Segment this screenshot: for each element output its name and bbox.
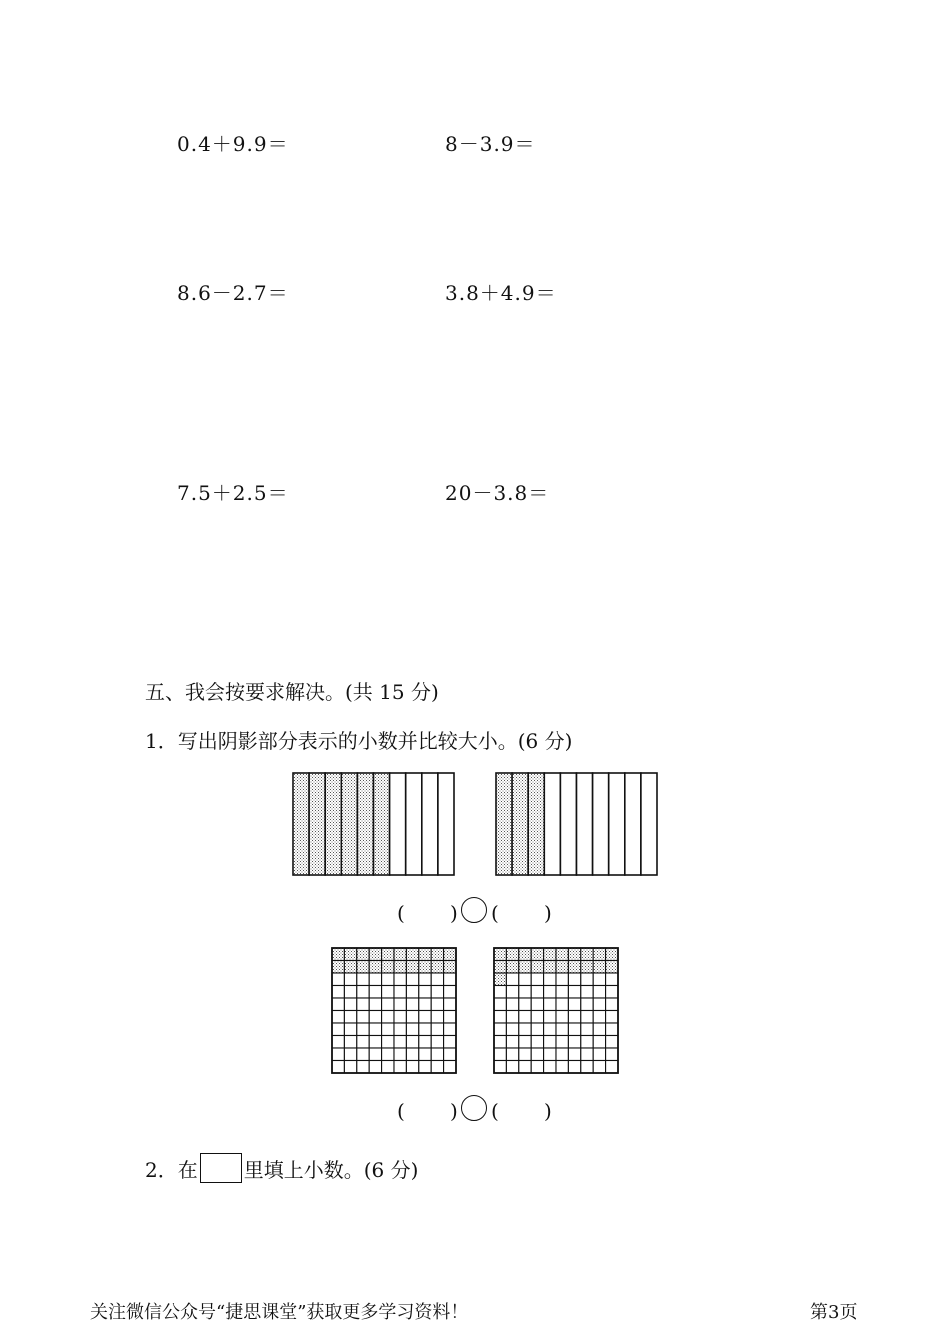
shaded-hundredth xyxy=(606,961,618,974)
hundredth-cell xyxy=(369,1023,381,1036)
shaded-hundredth xyxy=(568,948,580,961)
shaded-hundredth xyxy=(419,948,431,961)
hundredth-cell xyxy=(344,1011,356,1024)
answer-box[interactable] xyxy=(200,1153,242,1183)
shaded-hundredth xyxy=(531,948,543,961)
hundredth-cell xyxy=(382,986,394,999)
hundredth-cell xyxy=(444,998,456,1011)
hundredth-cell xyxy=(531,1036,543,1049)
tenth-cell xyxy=(560,773,576,875)
hundredth-cell xyxy=(332,973,344,986)
shaded-hundredth xyxy=(431,948,443,961)
hundredth-cell xyxy=(531,1061,543,1074)
hundredth-cell xyxy=(568,1036,580,1049)
hundredth-cell xyxy=(344,1023,356,1036)
hundredth-cell xyxy=(344,986,356,999)
shaded-tenth xyxy=(309,773,325,875)
tenth-cell xyxy=(438,773,454,875)
shaded-tenth xyxy=(496,773,512,875)
hundredth-cell xyxy=(581,1048,593,1061)
hundredth-cell xyxy=(419,1036,431,1049)
shaded-hundredth xyxy=(606,948,618,961)
hundredth-cell xyxy=(444,1036,456,1049)
hundredth-cell xyxy=(369,973,381,986)
tenth-cell xyxy=(641,773,657,875)
grid-border xyxy=(332,948,456,1073)
shaded-hundredth xyxy=(506,948,518,961)
hundredth-cell xyxy=(506,973,518,986)
shaded-hundredth xyxy=(344,961,356,974)
grid-border xyxy=(494,948,618,1073)
hundredth-cell xyxy=(593,1011,605,1024)
hundredth-cell xyxy=(406,973,418,986)
hundredth-cell xyxy=(431,986,443,999)
hundredth-cell xyxy=(431,998,443,1011)
hundredth-cell xyxy=(382,998,394,1011)
shaded-hundredth xyxy=(419,961,431,974)
shaded-tenth xyxy=(528,773,544,875)
hundredth-cell xyxy=(556,1061,568,1074)
hundredth-cell xyxy=(519,1011,531,1024)
hundredth-cell xyxy=(344,1061,356,1074)
hundredth-cell xyxy=(606,1036,618,1049)
hundredth-cell xyxy=(494,1023,506,1036)
answer-paren-2b-open: ( xyxy=(491,1099,499,1123)
hundredth-cell xyxy=(568,1011,580,1024)
answer-paren-1b-close: ) xyxy=(544,901,552,925)
hundredth-cell xyxy=(531,1011,543,1024)
hundredth-cell xyxy=(406,1023,418,1036)
hundredth-cell xyxy=(593,1061,605,1074)
hundredth-cell xyxy=(357,986,369,999)
hundredth-cell xyxy=(419,986,431,999)
equation-3-right: 20－3.8＝ xyxy=(445,481,550,505)
hundredth-cell xyxy=(593,1048,605,1061)
tenth-cell xyxy=(390,773,406,875)
hundredth-cell xyxy=(344,973,356,986)
shaded-hundredth xyxy=(382,961,394,974)
hundredth-cell xyxy=(556,1048,568,1061)
hundredth-cell xyxy=(332,986,344,999)
question-2-suffix: 里填上小数。(6 分) xyxy=(243,1158,419,1182)
hundredth-cell xyxy=(394,986,406,999)
shaded-tenth xyxy=(512,773,528,875)
hundredth-cell xyxy=(369,1048,381,1061)
shaded-hundredth xyxy=(382,948,394,961)
answer-paren-2a-close: ) xyxy=(450,1099,458,1123)
shaded-hundredth xyxy=(593,948,605,961)
hundredth-cell xyxy=(581,1011,593,1024)
hundredth-cell xyxy=(568,998,580,1011)
shaded-hundredth xyxy=(519,961,531,974)
hundredth-cell xyxy=(506,986,518,999)
shaded-hundredth xyxy=(494,948,506,961)
hundredth-cell xyxy=(357,973,369,986)
hundredth-cell xyxy=(556,998,568,1011)
hundredth-cell xyxy=(444,1011,456,1024)
shaded-tenth xyxy=(374,773,390,875)
hundredths-grid-1 xyxy=(332,948,456,1073)
shaded-hundredth xyxy=(444,948,456,961)
shaded-hundredth xyxy=(394,961,406,974)
hundredth-cell xyxy=(506,1061,518,1074)
shaded-hundredth xyxy=(357,961,369,974)
shaded-hundredth xyxy=(568,961,580,974)
shaded-hundredth xyxy=(332,961,344,974)
compare-circle-2[interactable] xyxy=(461,1095,487,1121)
shaded-hundredth xyxy=(431,961,443,974)
hundredth-cell xyxy=(593,986,605,999)
tenths-strip-1 xyxy=(293,773,454,875)
question-1-text: 1．写出阴影部分表示的小数并比较大小。(6 分) xyxy=(145,729,573,753)
shaded-hundredth xyxy=(506,961,518,974)
hundredth-cell xyxy=(369,998,381,1011)
question-2 xyxy=(145,1153,418,1183)
hundredth-cell xyxy=(593,1036,605,1049)
tenth-cell xyxy=(406,773,422,875)
hundredth-cell xyxy=(544,973,556,986)
answer-paren-1b-open: ( xyxy=(491,901,499,925)
compare-circle-1[interactable] xyxy=(461,897,487,923)
hundredth-cell xyxy=(419,998,431,1011)
hundredth-cell xyxy=(382,1048,394,1061)
hundredth-cell xyxy=(568,986,580,999)
shaded-tenth xyxy=(341,773,357,875)
hundredth-cell xyxy=(444,1061,456,1074)
hundredth-cell xyxy=(593,973,605,986)
hundredth-cell xyxy=(568,1048,580,1061)
hundredth-cell xyxy=(344,1036,356,1049)
hundredth-cell xyxy=(332,1036,344,1049)
shaded-hundredth xyxy=(406,948,418,961)
hundredth-cell xyxy=(556,1036,568,1049)
hundredth-cell xyxy=(494,998,506,1011)
hundredth-cell xyxy=(369,1061,381,1074)
hundredth-cell xyxy=(382,1036,394,1049)
hundredth-cell xyxy=(606,1061,618,1074)
tenth-cell xyxy=(544,773,560,875)
hundredth-cell xyxy=(332,1061,344,1074)
shaded-hundredth xyxy=(369,948,381,961)
equation-1-right: 8－3.9＝ xyxy=(445,132,536,156)
hundredth-cell xyxy=(332,998,344,1011)
hundredth-cell xyxy=(606,1023,618,1036)
hundredth-cell xyxy=(406,1011,418,1024)
hundredth-cell xyxy=(419,1048,431,1061)
hundredth-cell xyxy=(544,1048,556,1061)
answer-paren-1a-close: ) xyxy=(450,901,458,925)
hundredth-cell xyxy=(406,986,418,999)
hundredth-cell xyxy=(332,1048,344,1061)
equation-1-left: 0.4＋9.9＝ xyxy=(177,132,289,156)
hundredth-cell xyxy=(406,1036,418,1049)
hundredth-cell xyxy=(444,1023,456,1036)
hundredth-cell xyxy=(544,1036,556,1049)
hundredth-cell xyxy=(568,1023,580,1036)
hundredth-cell xyxy=(382,1011,394,1024)
hundredth-cell xyxy=(357,1048,369,1061)
shaded-hundredth xyxy=(593,961,605,974)
hundredth-cell xyxy=(344,998,356,1011)
hundredth-cell xyxy=(444,1048,456,1061)
hundredth-cell xyxy=(568,973,580,986)
hundredth-cell xyxy=(419,1023,431,1036)
hundredth-cell xyxy=(606,1048,618,1061)
hundredth-cell xyxy=(357,998,369,1011)
hundredth-cell xyxy=(419,1061,431,1074)
shaded-hundredth xyxy=(332,948,344,961)
hundredth-cell xyxy=(519,1061,531,1074)
hundredth-cell xyxy=(406,998,418,1011)
hundredth-cell xyxy=(332,1023,344,1036)
hundredth-cell xyxy=(369,986,381,999)
hundredth-cell xyxy=(506,1011,518,1024)
hundredth-cell xyxy=(332,1011,344,1024)
shaded-hundredth xyxy=(544,961,556,974)
hundredth-cell xyxy=(556,986,568,999)
hundredth-cell xyxy=(544,998,556,1011)
tenth-cell xyxy=(422,773,438,875)
hundredth-cell xyxy=(431,1011,443,1024)
shaded-hundredth xyxy=(357,948,369,961)
hundredth-cell xyxy=(544,1061,556,1074)
equation-3-left: 7.5＋2.5＝ xyxy=(177,481,289,505)
shaded-hundredth xyxy=(581,948,593,961)
hundredth-cell xyxy=(431,1023,443,1036)
shaded-hundredth xyxy=(344,948,356,961)
hundredth-cell xyxy=(506,1036,518,1049)
answer-paren-2b-close: ) xyxy=(544,1099,552,1123)
shaded-tenth xyxy=(325,773,341,875)
hundredth-cell xyxy=(357,1036,369,1049)
shaded-hundredth xyxy=(556,948,568,961)
hundredth-cell xyxy=(531,1048,543,1061)
shaded-tenth xyxy=(293,773,309,875)
shaded-hundredth xyxy=(581,961,593,974)
hundredth-cell xyxy=(394,1023,406,1036)
hundredth-cell xyxy=(431,973,443,986)
hundredth-cell xyxy=(581,1023,593,1036)
hundredth-cell xyxy=(494,1061,506,1074)
shaded-hundredth xyxy=(369,961,381,974)
hundredth-cell xyxy=(556,1011,568,1024)
hundredth-cell xyxy=(531,1023,543,1036)
hundredth-cell xyxy=(606,998,618,1011)
page-number: 第3页 xyxy=(810,1302,858,1323)
footer-note: 关注微信公众号“捷思课堂”获取更多学习资料！ xyxy=(90,1302,469,1323)
hundredth-cell xyxy=(581,986,593,999)
hundredth-cell xyxy=(394,1061,406,1074)
hundredth-cell xyxy=(506,998,518,1011)
shaded-hundredth xyxy=(544,948,556,961)
shaded-hundredth xyxy=(519,948,531,961)
hundredth-cell xyxy=(406,1061,418,1074)
hundredth-cell xyxy=(494,1036,506,1049)
tenth-cell xyxy=(625,773,641,875)
hundredth-cell xyxy=(394,1036,406,1049)
shaded-hundredth xyxy=(494,973,506,986)
hundredth-cell xyxy=(369,1011,381,1024)
hundredth-cell xyxy=(382,973,394,986)
hundredth-cell xyxy=(519,1023,531,1036)
hundredth-cell xyxy=(556,973,568,986)
hundredth-cell xyxy=(593,1023,605,1036)
hundredth-cell xyxy=(606,1011,618,1024)
hundredth-cell xyxy=(544,1011,556,1024)
shaded-hundredth xyxy=(531,961,543,974)
hundredth-cell xyxy=(519,986,531,999)
tenth-cell xyxy=(609,773,625,875)
hundredth-cell xyxy=(494,986,506,999)
hundredth-cell xyxy=(556,1023,568,1036)
shaded-hundredth xyxy=(444,961,456,974)
hundredth-cell xyxy=(382,1061,394,1074)
hundredth-cell xyxy=(394,973,406,986)
answer-paren-1a-open: ( xyxy=(397,901,405,925)
question-2-prefix: 2．在 xyxy=(145,1158,198,1182)
hundredth-cell xyxy=(506,1048,518,1061)
hundredths-grid-2 xyxy=(494,948,618,1073)
hundredth-cell xyxy=(581,1061,593,1074)
hundredth-cell xyxy=(369,1036,381,1049)
hundredth-cell xyxy=(431,1036,443,1049)
equation-2-right: 3.8＋4.9＝ xyxy=(445,281,557,305)
tenth-cell xyxy=(593,773,609,875)
hundredth-cell xyxy=(357,1061,369,1074)
section-5-title: 五、我会按要求解决。(共 15 分) xyxy=(145,680,439,704)
hundredth-cell xyxy=(444,973,456,986)
hundredth-cell xyxy=(581,973,593,986)
shaded-hundredth xyxy=(394,948,406,961)
hundredth-cell xyxy=(519,1048,531,1061)
hundredth-cell xyxy=(394,1011,406,1024)
hundredth-cell xyxy=(494,1048,506,1061)
hundredth-cell xyxy=(531,973,543,986)
hundredth-cell xyxy=(544,986,556,999)
tenth-cell xyxy=(577,773,593,875)
hundredth-cell xyxy=(606,986,618,999)
hundredth-cell xyxy=(431,1048,443,1061)
tenths-strip-2 xyxy=(496,773,657,875)
hundredth-cell xyxy=(581,998,593,1011)
hundredth-cell xyxy=(519,973,531,986)
shaded-hundredth xyxy=(494,961,506,974)
hundredth-cell xyxy=(431,1061,443,1074)
hundredth-cell xyxy=(394,1048,406,1061)
hundredth-cell xyxy=(568,1061,580,1074)
shaded-hundredth xyxy=(406,961,418,974)
hundredth-cell xyxy=(506,1023,518,1036)
hundredth-cell xyxy=(406,1048,418,1061)
hundredth-cell xyxy=(593,998,605,1011)
hundredth-cell xyxy=(494,1011,506,1024)
hundredth-cell xyxy=(531,998,543,1011)
equation-2-left: 8.6－2.7＝ xyxy=(177,281,289,305)
hundredth-cell xyxy=(544,1023,556,1036)
shaded-tenth xyxy=(357,773,373,875)
hundredth-cell xyxy=(531,986,543,999)
hundredth-cell xyxy=(519,998,531,1011)
hundredth-cell xyxy=(344,1048,356,1061)
shaded-hundredth xyxy=(556,961,568,974)
hundredth-cell xyxy=(581,1036,593,1049)
hundredth-cell xyxy=(606,973,618,986)
answer-paren-2a-open: ( xyxy=(397,1099,405,1123)
hundredth-cell xyxy=(394,998,406,1011)
hundredth-cell xyxy=(419,973,431,986)
hundredth-cell xyxy=(519,1036,531,1049)
hundredth-cell xyxy=(357,1023,369,1036)
hundredth-cell xyxy=(444,986,456,999)
hundredth-cell xyxy=(357,1011,369,1024)
hundredth-cell xyxy=(382,1023,394,1036)
hundredth-cell xyxy=(419,1011,431,1024)
